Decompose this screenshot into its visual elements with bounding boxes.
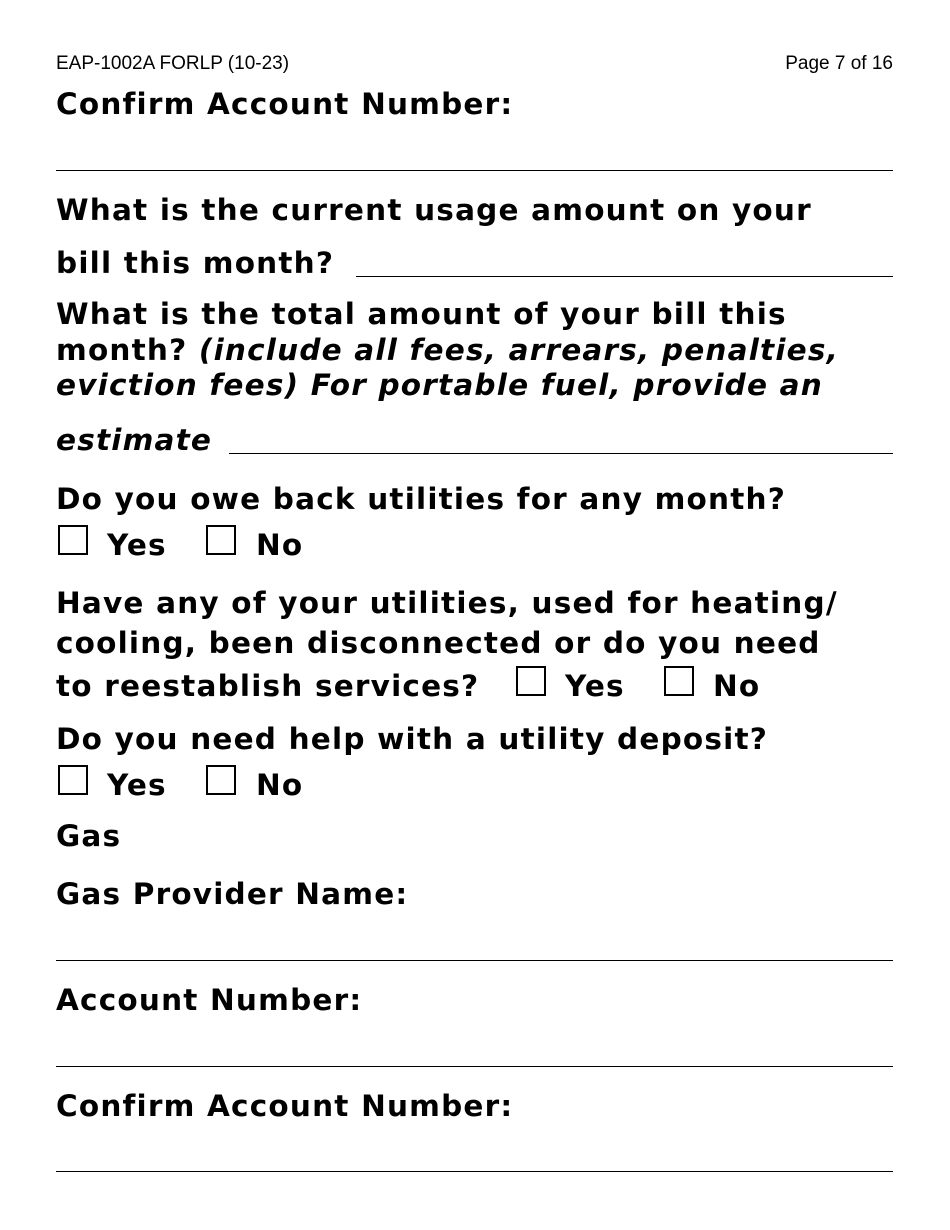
total-question-line1: What is the total amount of your bill this <box>56 297 787 331</box>
confirm-account-field[interactable] <box>56 170 893 171</box>
gas-provider-field[interactable] <box>56 960 893 961</box>
gas-confirm-account-label: Confirm Account Number: <box>56 1089 514 1123</box>
usage-amount-field[interactable] <box>356 276 893 277</box>
disconnect-question-line1: Have any of your utilities, used for heating/ <box>56 586 838 620</box>
owe-no-checkbox[interactable] <box>206 525 236 555</box>
usage-question-line2: bill this month? <box>56 246 335 280</box>
total-amount-field[interactable] <box>229 453 893 454</box>
page-number: Page 7 of 16 <box>785 53 893 74</box>
deposit-yes-label: Yes <box>107 768 167 802</box>
total-question-line2 <box>56 333 839 368</box>
total-question-line2-italic: (include all fees, arrears, penalties, <box>198 333 840 367</box>
disconnect-no-checkbox[interactable] <box>664 666 694 696</box>
disconnect-question-line2: cooling, been disconnected or do you need <box>56 626 821 660</box>
disconnect-no-label: No <box>713 669 761 703</box>
confirm-account-label: Confirm Account Number: <box>56 87 514 121</box>
gas-provider-label: Gas Provider Name: <box>56 877 409 911</box>
disconnect-yes-checkbox[interactable] <box>516 666 546 696</box>
total-question-line2-bold: month? <box>56 333 188 367</box>
owe-no-label: No <box>256 528 304 562</box>
gas-account-label: Account Number: <box>56 983 363 1017</box>
deposit-yes-checkbox[interactable] <box>58 765 88 795</box>
form-id: EAP-1002A FORLP (10-23) <box>56 53 290 74</box>
deposit-no-checkbox[interactable] <box>206 765 236 795</box>
owe-yes-label: Yes <box>107 528 167 562</box>
disconnect-yes-label: Yes <box>565 669 625 703</box>
owe-question: Do you owe back utilities for any month? <box>56 482 787 516</box>
disconnect-question-line3: to reestablish services? <box>56 669 480 703</box>
gas-account-field[interactable] <box>56 1066 893 1067</box>
gas-confirm-account-field[interactable] <box>56 1171 893 1172</box>
usage-question-line1: What is the current usage amount on your <box>56 193 812 227</box>
total-question-line3: eviction fees) For portable fuel, provide an <box>56 368 823 402</box>
deposit-question: Do you need help with a utility deposit? <box>56 722 769 756</box>
total-question-line4: estimate <box>56 423 213 457</box>
deposit-no-label: No <box>256 768 304 802</box>
owe-yes-checkbox[interactable] <box>58 525 88 555</box>
gas-section-heading: Gas <box>56 819 122 853</box>
